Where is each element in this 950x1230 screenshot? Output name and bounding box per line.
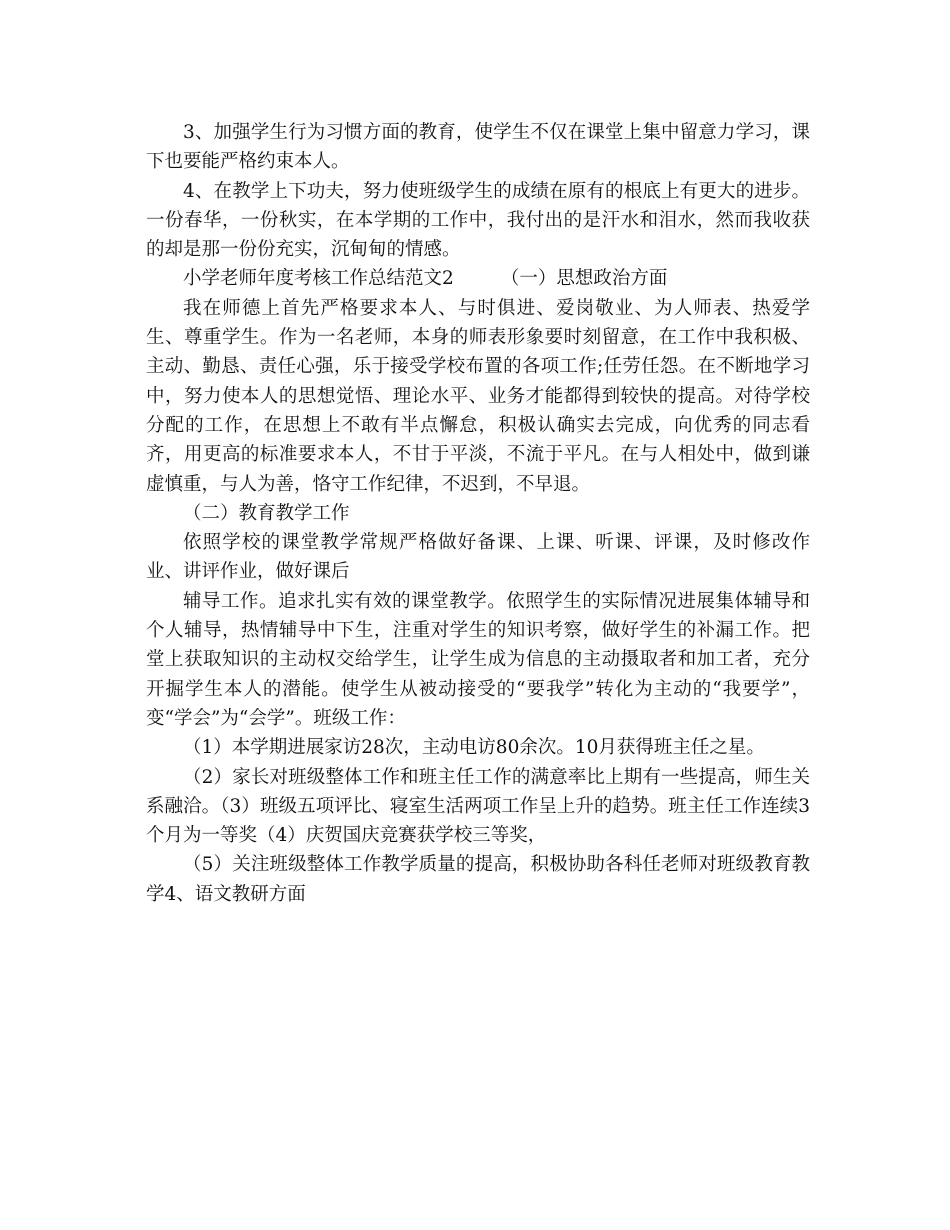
section-heading-political: 小学老师年度考核工作总结范文2 （一）思想政治方面: [183, 268, 668, 290]
paragraph-behavior-habits: 3、加强学生行为习惯方面的教育，使学生不仅在课堂上集中留意力学习，课下也要能严格约束本人。: [146, 122, 810, 173]
document-body: [146, 118, 810, 909]
paragraph-parent-satisfaction: （2）家长对班级整体工作和班主任工作的满意率比上期有一些提高，师生关系融洽。（3）班级五项评比、寝室生活两项工作呈上升的趋势。班主任工作连续3个月为一等奖（4）庆贺国庆竞赛获学校三等奖，: [146, 766, 810, 847]
paragraph-tutoring-work: 辅导工作。追求扎实有效的课堂教学。依照学生的实际情况进展集体辅导和个人辅导，热情辅导中下生，注重对学生的知识考察，做好学生的补漏工作。把堂上获取知识的主动权交给学生，让学生成为信息的主动摄取者和加工者，充分开掘学生本人的潜能。使学生从被动接受的“要我学”转化为主动的“我要学”，变“学会”为“会学”。班级工作：: [146, 590, 810, 729]
section-heading-teaching-work: （二）教育教学工作: [183, 502, 350, 524]
paragraph-home-visits: （1）本学期进展家访28次，主动电访80余次。10月获得班主任之星。: [183, 737, 765, 759]
paragraph-teaching-effort: 4、在教学上下功夫，努力使班级学生的成绩在原有的根底上有更大的进步。一份春华，一份秋实，在本学期的工作中，我付出的是汗水和泪水，然而我收获的却是那一份份充实，沉甸甸的情感。: [146, 180, 810, 261]
paragraph-teacher-ethics: 我在师德上首先严格要求本人、与时俱进、爱岗敬业、为人师表、热爱学生、尊重学生。作为一名老师，本身的师表形象要时刻留意，在工作中我积极、主动、勤恳、责任心强，乐于接受学校布置的各项工作;任劳任怨。在不断地学习中，努力使本人的思想觉悟、理论水平、业务才能都得到较快的提高。对待学校分配的工作，在思想上不敢有半点懈怠，积极认确实去完成，向优秀的同志看齐，用更高的标准要求本人，不甘于平淡，不流于平凡。在与人相处中，做到谦虚慎重，与人为善，恪守工作纪律，不迟到，不早退。: [146, 297, 810, 495]
paragraph-lesson-routine: 依照学校的课堂教学常规严格做好备课、上课、听课、评课，及时修改作业、讲评作业，做好课后: [146, 532, 810, 583]
paragraph-teaching-quality: （5）关注班级整体工作教学质量的提高，积极协助各科任老师对班级教育教学4、语文教研方面: [146, 854, 810, 905]
